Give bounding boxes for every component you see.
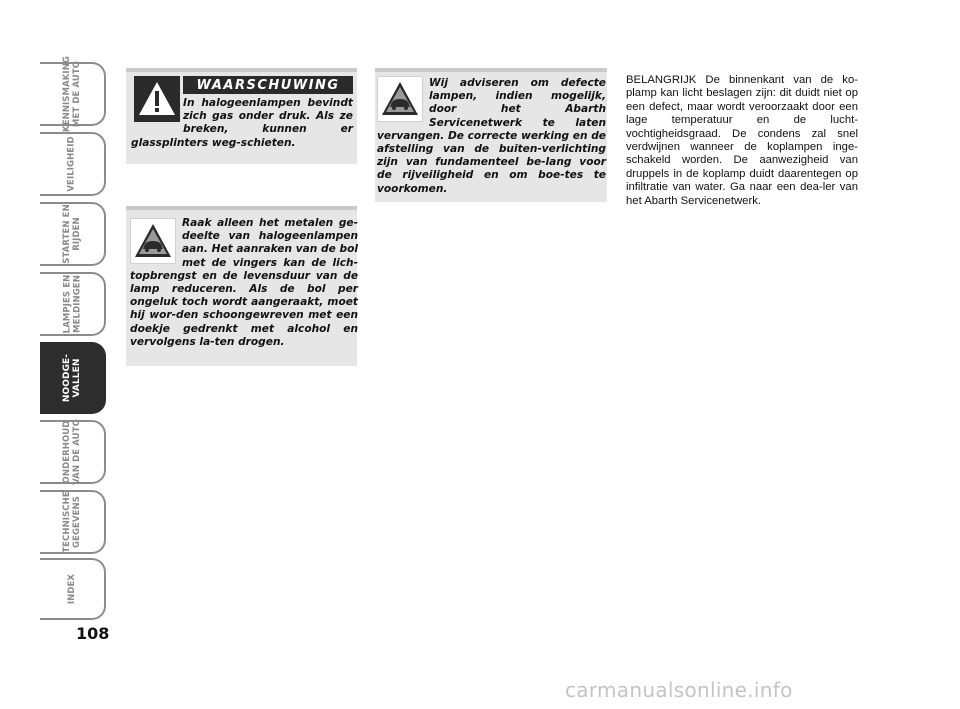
tab-label: TECHNISCHE GEGEVENS — [61, 491, 82, 553]
icon-spacer — [130, 217, 182, 269]
icon-spacer — [377, 77, 429, 129]
tab-noodgevallen[interactable] — [40, 342, 106, 414]
box-top-rule — [126, 206, 357, 210]
warning-text-content: In halogeenlampen bevindt zich gas onder druk. Als ze breken, kunnen er glassplinters weg-schieten. — [131, 97, 353, 149]
watermark: carmanualsonline.info — [565, 678, 793, 702]
tab-index[interactable] — [40, 558, 106, 620]
box-top-rule — [375, 68, 607, 72]
warning-text — [131, 97, 353, 150]
tab-label: VEILIGHEID — [67, 136, 77, 192]
tab-label: LAMPJES EN MELDINGEN — [62, 274, 82, 334]
icon-spacer — [131, 97, 183, 127]
note-text-content: Raak alleen het metalen ge-deelte van halogeenlampen aan. Het aanraken van de bol met de vingers kan de lich-topbrengst en de levensduur van de lamp reduceren. Als de bol per ongeluk toch wordt aangeraakt, moet hij wor-den schoongewreven met een doekje gedrenkt met alcohol en vervolgens la-ten drogen. — [130, 217, 358, 348]
tab-label: NOODGE- VALLEN — [62, 353, 82, 403]
note-text-defect-lamps — [377, 77, 606, 196]
tab-veiligheid[interactable] — [40, 132, 106, 196]
note-text-halogen — [130, 217, 358, 349]
tab-label: ONDERHOUD VAN DE AUTO — [62, 419, 83, 485]
tab-lampjes-en-meldingen[interactable] — [40, 272, 106, 336]
important-paragraph: BELANGRIJK De binnenkant van de ko-plamp kan licht beslagen zijn: dit duidt niet op een defect, maar wordt veroorzaakt door een lage temperatuur en de lucht-vochtigheidsgraad. De condens zal snel verdwijnen wanneer de koplampen inge-schakeld worden. De aanwezigheid van druppels in de koplamp duidt daarentegen op infiltratie van water. Ga naar een dea-ler van het Abarth Servicenetwerk. — [626, 74, 858, 207]
note-box-defect-lamps — [375, 68, 607, 202]
tab-technische-gegevens[interactable] — [40, 490, 106, 554]
tab-onderhoud[interactable] — [40, 420, 106, 484]
warning-badge: WAARSCHUWING — [183, 76, 353, 94]
tab-kennismaking[interactable] — [40, 56, 106, 132]
warning-box — [126, 68, 357, 164]
tab-starten-en-rijden[interactable] — [40, 202, 106, 266]
note-box-halogen — [126, 206, 357, 366]
tab-label: INDEX — [66, 573, 77, 605]
tab-label: KENNISMAKING MET DE AUTO — [62, 56, 83, 132]
note-text-content: Wij adviseren om defecte lampen, indien mogelijk, door het Abarth Servicenetwerk te laten vervangen. De correcte werking en de afstelling van de buiten-verlichting zijn van fundamenteel be-lang voor de rijveiligheid en om boe-tes te voorkomen. — [377, 77, 606, 195]
page-number: 108 — [76, 624, 110, 643]
tab-label: STARTEN EN RIJDEN — [61, 204, 82, 264]
box-top-rule — [126, 68, 357, 72]
